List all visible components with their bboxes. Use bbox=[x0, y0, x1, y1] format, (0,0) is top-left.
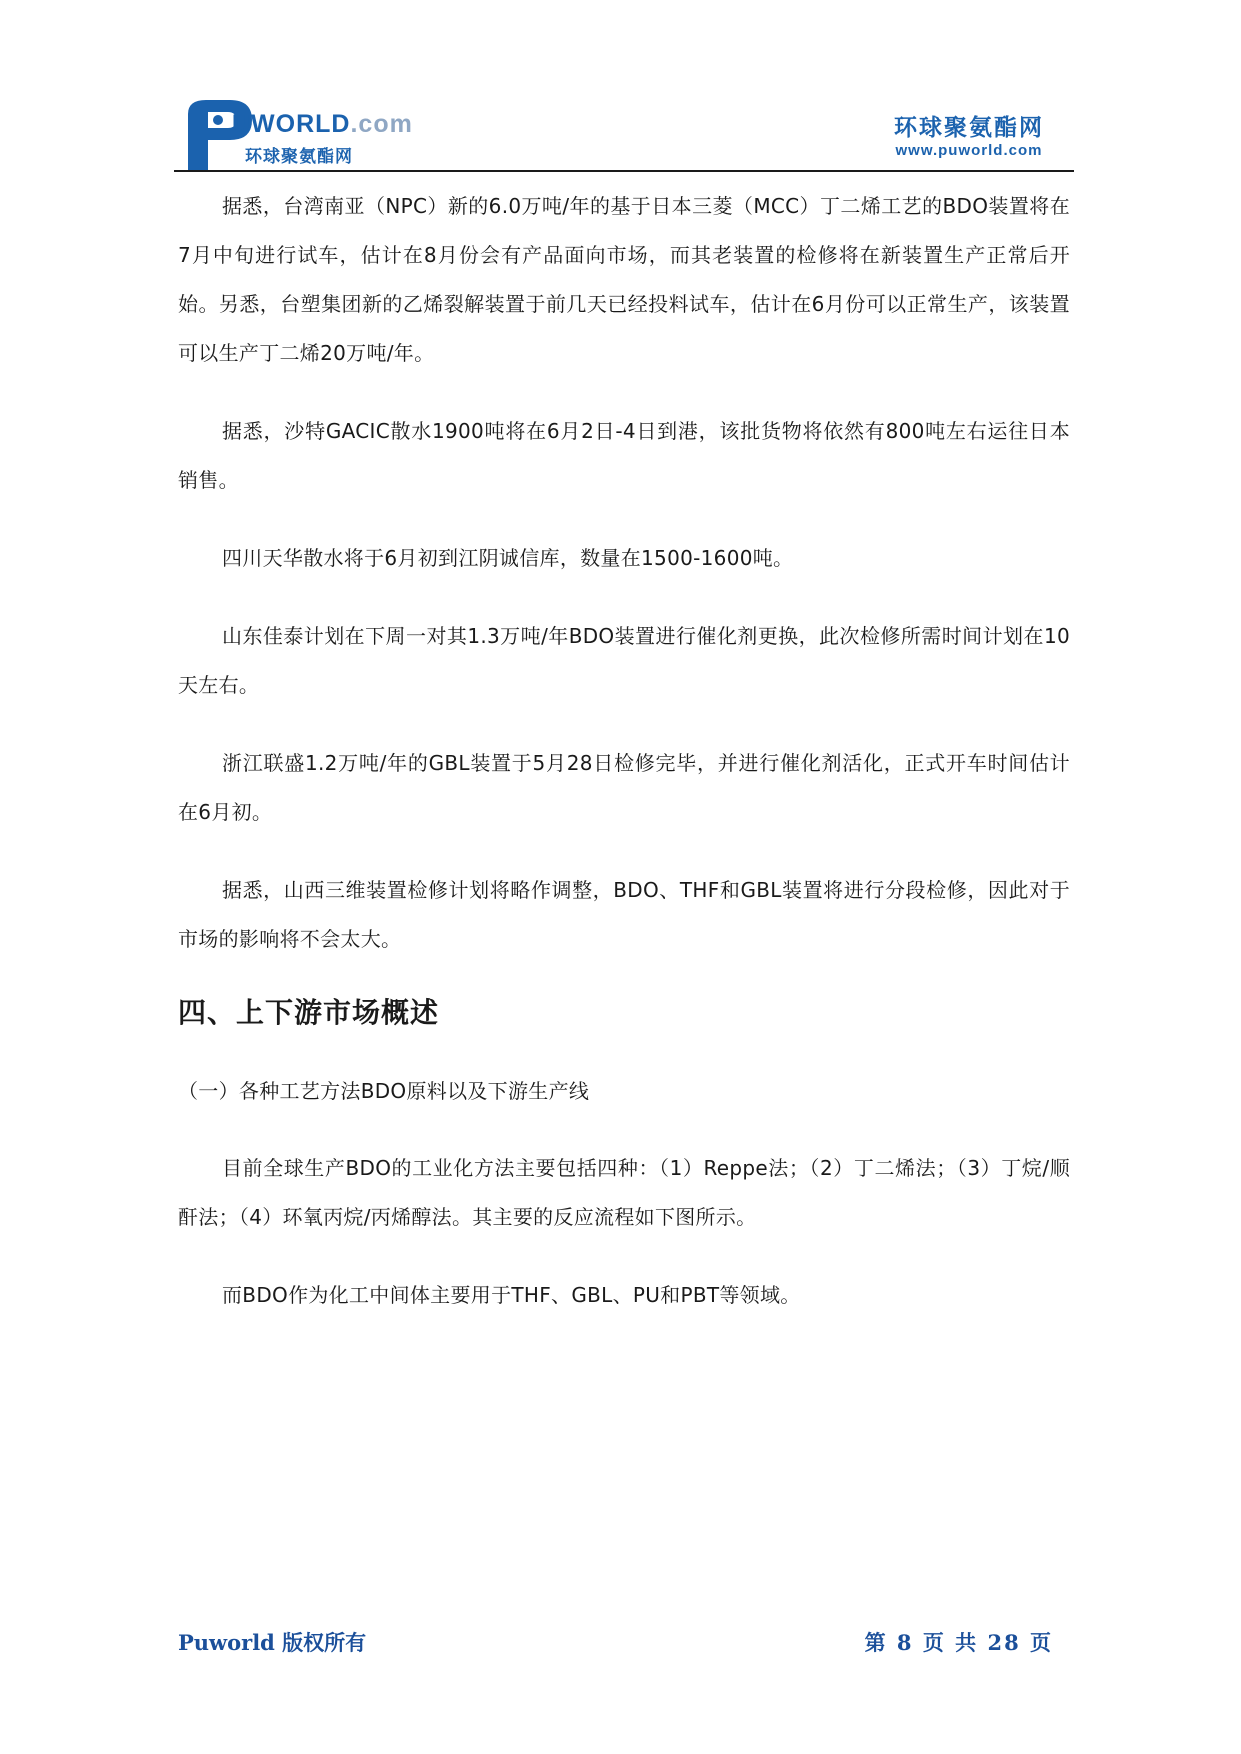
header-site-url: www.puworld.com bbox=[895, 142, 1043, 159]
paragraph-gacic: 据悉，沙特GACIC散水1900吨将在6月2日-4日到港，该批货物将依然有800吨左右运往日本销售。 bbox=[178, 419, 1070, 492]
logo-word-main: UWORLD bbox=[232, 110, 351, 138]
logo-chinese-name: 环球聚氨酯网 bbox=[245, 147, 353, 167]
logo-wordmark bbox=[232, 110, 413, 139]
footer-page-number: 第 8 页 共 28 页 bbox=[864, 1630, 1053, 1655]
subsection-title: （一）各种工艺方法BDO原料以及下游生产线 bbox=[178, 1079, 590, 1103]
page-header bbox=[178, 86, 1074, 172]
paragraph-zhejiang-liansheng: 浙江联盛1.2万吨/年的GBL装置于5月28日检修完毕，并进行催化剂活化，正式开车时间估计在6月初。 bbox=[178, 751, 1070, 824]
logo-word-domain: .com bbox=[350, 110, 413, 138]
paragraph-bdo-uses: 而BDO作为化工中间体主要用于THF、GBL、PU和PBT等领域。 bbox=[222, 1283, 801, 1307]
header-site-brand bbox=[894, 114, 1044, 160]
paragraph-sichuan-tianhua: 四川天华散水将于6月初到江阴诚信库，数量在1500-1600吨。 bbox=[222, 546, 794, 570]
footer-copyright: Puworld 版权所有 bbox=[178, 1630, 367, 1655]
header-site-name: 环球聚氨酯网 bbox=[894, 115, 1044, 141]
puworld-logo bbox=[178, 86, 413, 172]
paragraph-npc-bdo: 据悉，台湾南亚（NPC）新的6.0万吨/年的基于日本三菱（MCC）丁二烯工艺的BDO装置将在7月中旬进行试车，估计在8月份会有产品面向市场，而其老装置的检修将在新装置生产正常后开始。另悉，台塑集团新的乙烯裂解装置于前几天已经投料试车，估计在6月份可以正常生产，该装置可以生产丁二烯20万吨/年。 bbox=[178, 194, 1070, 365]
paragraph-shandong-jiatai: 山东佳泰计划在下周一对其1.3万吨/年BDO装置进行催化剂更换，此次检修所需时间计划在10天左右。 bbox=[178, 624, 1070, 697]
section-title: 四、上下游市场概述 bbox=[178, 996, 440, 1029]
header-divider bbox=[174, 170, 1074, 172]
paragraph-shanxi-sanwei: 据悉，山西三维装置检修计划将略作调整，BDO、THF和GBL装置将进行分段检修，因此对于市场的影响将不会太大。 bbox=[178, 878, 1070, 951]
paragraph-bdo-methods: 目前全球生产BDO的工业化方法主要包括四种：（1）Reppe法；（2）丁二烯法；（3）丁烷/顺酐法；（4）环氧丙烷/丙烯醇法。其主要的反应流程如下图所示。 bbox=[178, 1156, 1070, 1229]
document-body bbox=[178, 182, 1070, 1349]
